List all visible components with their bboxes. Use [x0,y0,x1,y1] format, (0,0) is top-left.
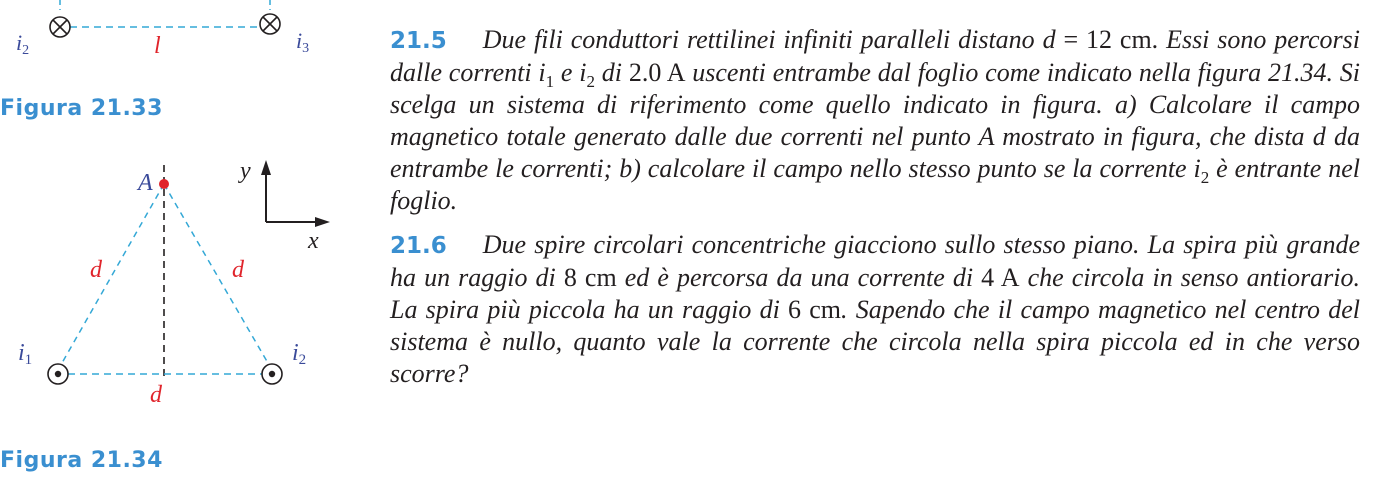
problem-text: i [538,58,546,87]
problem-text: uscenti entrambe dal foglio come indicato nella figura 21.34. Si scelga un sistema di riferimento come quello indicato in figura. a) Calcolare il campo magnetico totale generato dalle due correnti nel punto A mostrato in figura, che dista d da entrambe le correnti; b) calcolare il campo nello stesso punto se la corrente [390,58,1361,183]
problem-text: d [1042,25,1056,54]
figure-21-33-caption: Figura 21.33 [0,96,163,121]
label-d-left: d [90,257,102,283]
problem-text: i [1193,154,1201,183]
problem-text: i [579,58,587,87]
coordinate-axes [238,158,330,254]
figure-21-34 [18,158,330,408]
problem-subscript: 2 [1200,168,1210,188]
problem-text: di [595,58,629,87]
problem-text: . Sapendo che il campo magnetico nel centro del sistema è nullo, quanto vale la corrente che circola nella spira piccola ed in che verso scorre? [390,295,1360,388]
figure-21-34-caption: Figura 21.34 [0,448,163,473]
figure-21-33 [16,0,309,59]
problem-text: 4 A [981,263,1020,292]
label-y: y [240,158,251,184]
problem-text: 2.0 A [628,58,686,87]
problem-21-6 [390,229,1360,390]
label-i2-fig33: i2 [16,30,30,58]
y-arrow-icon [261,160,271,175]
label-d-bottom: d [150,382,162,408]
problem-text: 6 cm [788,295,842,324]
problem-number: 21.6 [390,233,447,259]
problem-text: Due fili conduttori rettilinei infiniti paralleli distano [482,25,1043,54]
problem-text: Due spire circolari concentriche giacciono sullo stesso piano. La spira più grande ha un raggio di [390,230,1360,292]
label-i3-fig33: i3 [296,28,310,56]
problem-text: Essi sono percorsi dalle correnti [390,25,1360,87]
problem-text: che circola in senso antiorario. La spira più piccola ha un raggio di [390,263,1361,324]
problem-subscript: 1 [545,72,555,92]
problem-21-5 [390,24,1360,217]
problem-text: ed è percorsa da una corrente di [616,263,982,292]
label-i2: i2 [292,340,307,368]
problems-column [390,24,1360,402]
label-x: x [308,228,319,254]
distance-d-left-line [58,184,164,370]
current-in-icon-i3 [260,14,280,34]
figures-svg [0,0,360,481]
point-a-dot [159,179,169,189]
x-arrow-icon [315,217,330,227]
distance-d-right-line [164,184,272,370]
problem-text: è entrante nel foglio. [390,154,1360,215]
problem-number: 21.5 [390,28,447,54]
problem-text: e [554,58,580,87]
problem-text: = 12 cm. [1055,25,1167,54]
label-i1: i1 [18,340,33,368]
label-d-right: d [232,257,244,283]
current-out-icon-i1 [48,364,68,384]
label-a: A [138,170,153,196]
current-out-icon-i2 [262,364,282,384]
problem-subscript: 2 [586,72,595,92]
label-l: l [154,33,161,59]
problem-text: 8 cm [563,263,617,292]
current-in-icon-i2 [50,17,70,37]
